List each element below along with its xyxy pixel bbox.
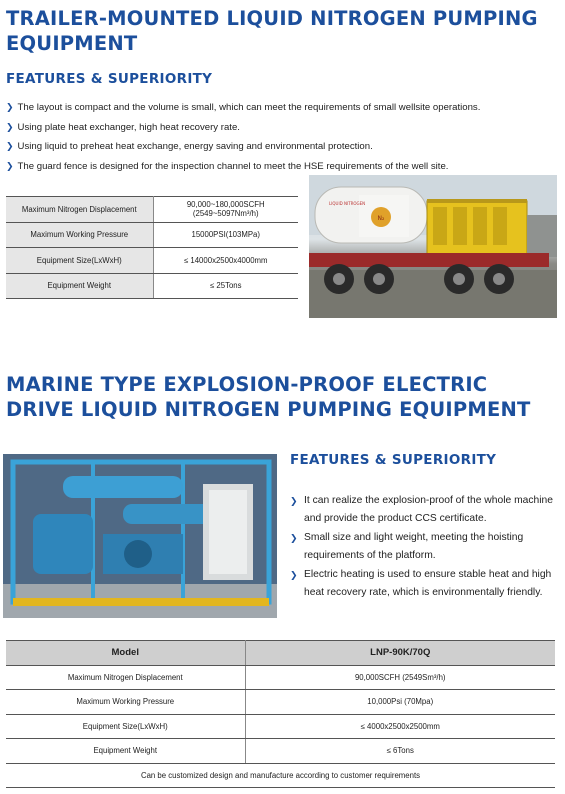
chevron-right-icon: ❯: [6, 160, 14, 171]
table-row: [6, 197, 298, 223]
feature-item: ❯ Using plate heat exchanger, high heat recovery rate.: [6, 118, 561, 138]
feature-item: ❯ Using liquid to preheat heat exchange, energy saving and environmental protection.: [6, 137, 561, 157]
spec-value: ≤ 4000x2500x2500mm: [245, 714, 555, 739]
chevron-right-icon: ❯: [6, 121, 14, 132]
trailer-illustration: [309, 175, 557, 318]
spec-label: Maximum Working Pressure: [6, 690, 245, 715]
column-header-model: Model: [6, 641, 245, 666]
spec-value: ≤ 6Tons: [245, 739, 555, 764]
spec-value: ≤ 14000x2500x4000mm: [153, 248, 298, 274]
table-row: [6, 222, 298, 248]
skid-photo: [3, 454, 277, 618]
spec-label: Equipment Size(LxWxH): [6, 248, 153, 274]
feature-item: ❯ Small size and light weight, meeting the hoisting requirements of the platform.: [290, 529, 558, 565]
skid-illustration: [3, 454, 277, 618]
table-row: [6, 665, 555, 690]
section1-features-heading: FEATURES & SUPERIORITY: [6, 71, 213, 87]
spec-label: Maximum Nitrogen Displacement: [6, 197, 153, 223]
chevron-right-icon: ❯: [290, 533, 298, 543]
table-row: [6, 739, 555, 764]
table-row: [6, 714, 555, 739]
svg-text:LIQUID NITROGEN: LIQUID NITROGEN: [329, 201, 366, 206]
spec-label: Equipment Size(LxWxH): [6, 714, 245, 739]
section1-feature-list: [6, 98, 561, 176]
feature-item: ❯ It can realize the explosion-proof of the whole machine and provide the product CCS certificate.: [290, 492, 558, 528]
customization-note: Can be customized design and manufacture according to customer requirements: [6, 763, 555, 788]
section2-features-heading: FEATURES & SUPERIORITY: [290, 452, 497, 468]
spec-label: Equipment Weight: [6, 273, 153, 299]
table-row: [6, 273, 298, 299]
section2-feature-list: [290, 492, 558, 602]
spec-label: Maximum Working Pressure: [6, 222, 153, 248]
table-row: [6, 690, 555, 715]
spec-label: Equipment Weight: [6, 739, 245, 764]
spec-value: 90,000SCFH (2549Sm³/h): [245, 665, 555, 690]
spec-value: 15000PSI(103MPa): [153, 222, 298, 248]
table-note-row: [6, 763, 555, 788]
feature-item: ❯ The layout is compact and the volume is small, which can meet the requirements of small wellsite operations.: [6, 98, 561, 118]
column-header-value: LNP-90K/70Q: [245, 641, 555, 666]
chevron-right-icon: ❯: [290, 496, 298, 506]
trailer-photo: [309, 175, 557, 318]
feature-item: ❯ The guard fence is designed for the inspection channel to meet the HSE requirements of the well site.: [6, 157, 561, 177]
spec-value: ≤ 25Tons: [153, 273, 298, 299]
section1-title: TRAILER-MOUNTED LIQUID NITROGEN PUMPING EQUIPMENT: [6, 7, 538, 55]
table-header-row: [6, 641, 555, 666]
section1-spec-table: [6, 196, 298, 299]
spec-value: 10,000Psi (70Mpa): [245, 690, 555, 715]
spec-label: Maximum Nitrogen Displacement: [6, 665, 245, 690]
chevron-right-icon: ❯: [290, 570, 298, 580]
svg-text:N₂: N₂: [377, 215, 385, 222]
section2-title: MARINE TYPE EXPLOSION-PROOF ELECTRIC DRIVE LIQUID NITROGEN PUMPING EQUIPMENT: [6, 373, 531, 421]
table-row: [6, 248, 298, 274]
feature-item: ❯ Electric heating is used to ensure stable heat and high heat recovery rate, which is environmentally friendly.: [290, 566, 558, 602]
spec-value: 90,000~180,000SCFH (2549~5097Nm³/h): [153, 197, 298, 223]
chevron-right-icon: ❯: [6, 141, 14, 152]
chevron-right-icon: ❯: [6, 102, 14, 112]
section2-spec-table: [6, 640, 555, 788]
